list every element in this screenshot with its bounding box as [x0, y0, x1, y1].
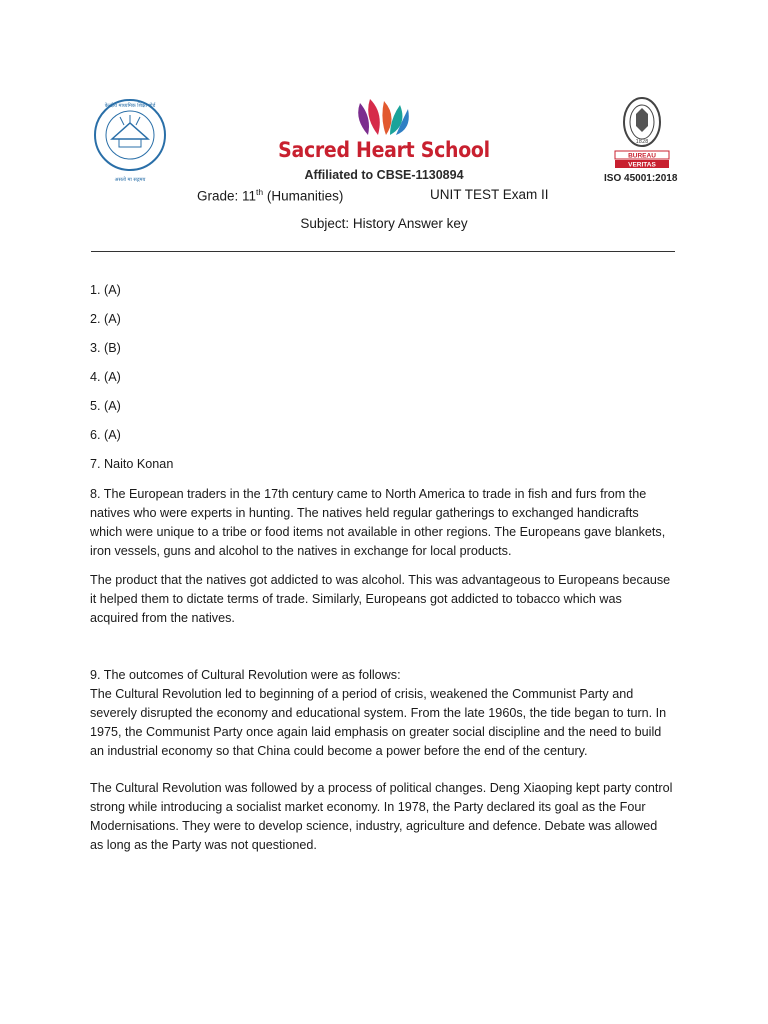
affiliation-text: Affiliated to CBSE-1130894	[304, 168, 464, 182]
answer-3: 3. (B)	[90, 341, 121, 355]
svg-text:केन्द्रीय माध्यमिक शिक्षा बोर्: केन्द्रीय माध्यमिक शिक्षा बोर्ड	[104, 103, 156, 109]
answer-6: 6. (A)	[90, 428, 121, 442]
answer-9-paragraph-2: The Cultural Revolution was followed by a process of political changes. Deng Xiaoping kept party control strong while introducing a socialist market economy. In 1978, the Party declared its goal as the Four Modernisations. They were to develop science, industry, agriculture and defence. Debate was allowed as long as the Party was not questioned.	[90, 781, 673, 852]
subject-label: Subject: History Answer key	[300, 216, 468, 231]
svg-text:VERITAS: VERITAS	[628, 161, 656, 169]
svg-text:असतो मा सद्गमय: असतो मा सद्गमय	[114, 177, 146, 183]
iso-certification: ISO 45001:2018	[604, 173, 678, 184]
header-divider	[91, 251, 675, 252]
svg-text:1828: 1828	[635, 139, 649, 145]
answer-8-paragraph-1: 8. The European traders in the 17th century came to North America to trade in fish and furs from the natives who were experts in hunting. The natives held regular gatherings to exchanged handicrafts which were unique to a tribe or food items not available in other regions. The Europeans gave blankets, iron vessels, guns and alcohol to the natives in exchange for local products.	[90, 487, 666, 558]
answer-9-paragraph-1: 9. The outcomes of Cultural Revolution were as follows: The Cultural Revolution led to beginning of a period of crisis, weakened the Communist Party and severely disrupted the economy and educational system. From the late 1960s, the tide began to turn. In 1975, the Communist Party once again laid emphasis on greater social discipline and the need to build an industrial economy so that China could become a power before the end of the century.	[90, 668, 667, 758]
bureau-veritas-logo	[611, 96, 673, 172]
answer-4: 4. (A)	[90, 370, 121, 384]
answer-1: 1. (A)	[90, 283, 121, 297]
answer-7: 7. Naito Konan	[90, 457, 174, 471]
answer-2: 2. (A)	[90, 312, 121, 326]
answer-5: 5. (A)	[90, 399, 121, 413]
svg-text:BUREAU: BUREAU	[628, 152, 656, 160]
exam-title: UNIT TEST Exam II	[430, 187, 549, 202]
grade-label: Grade: 11th (Humanities)	[197, 187, 344, 204]
school-flower-logo	[350, 95, 414, 139]
cbse-logo	[92, 95, 168, 185]
answer-8-paragraph-2: The product that the natives got addicted to was alcohol. This was advantageous to Europeans because it helped them to dictate terms of trade. Similarly, Europeans got addicted to tobacco which was acquired from the natives.	[90, 573, 671, 625]
school-name: Sacred Heart School	[278, 138, 490, 162]
